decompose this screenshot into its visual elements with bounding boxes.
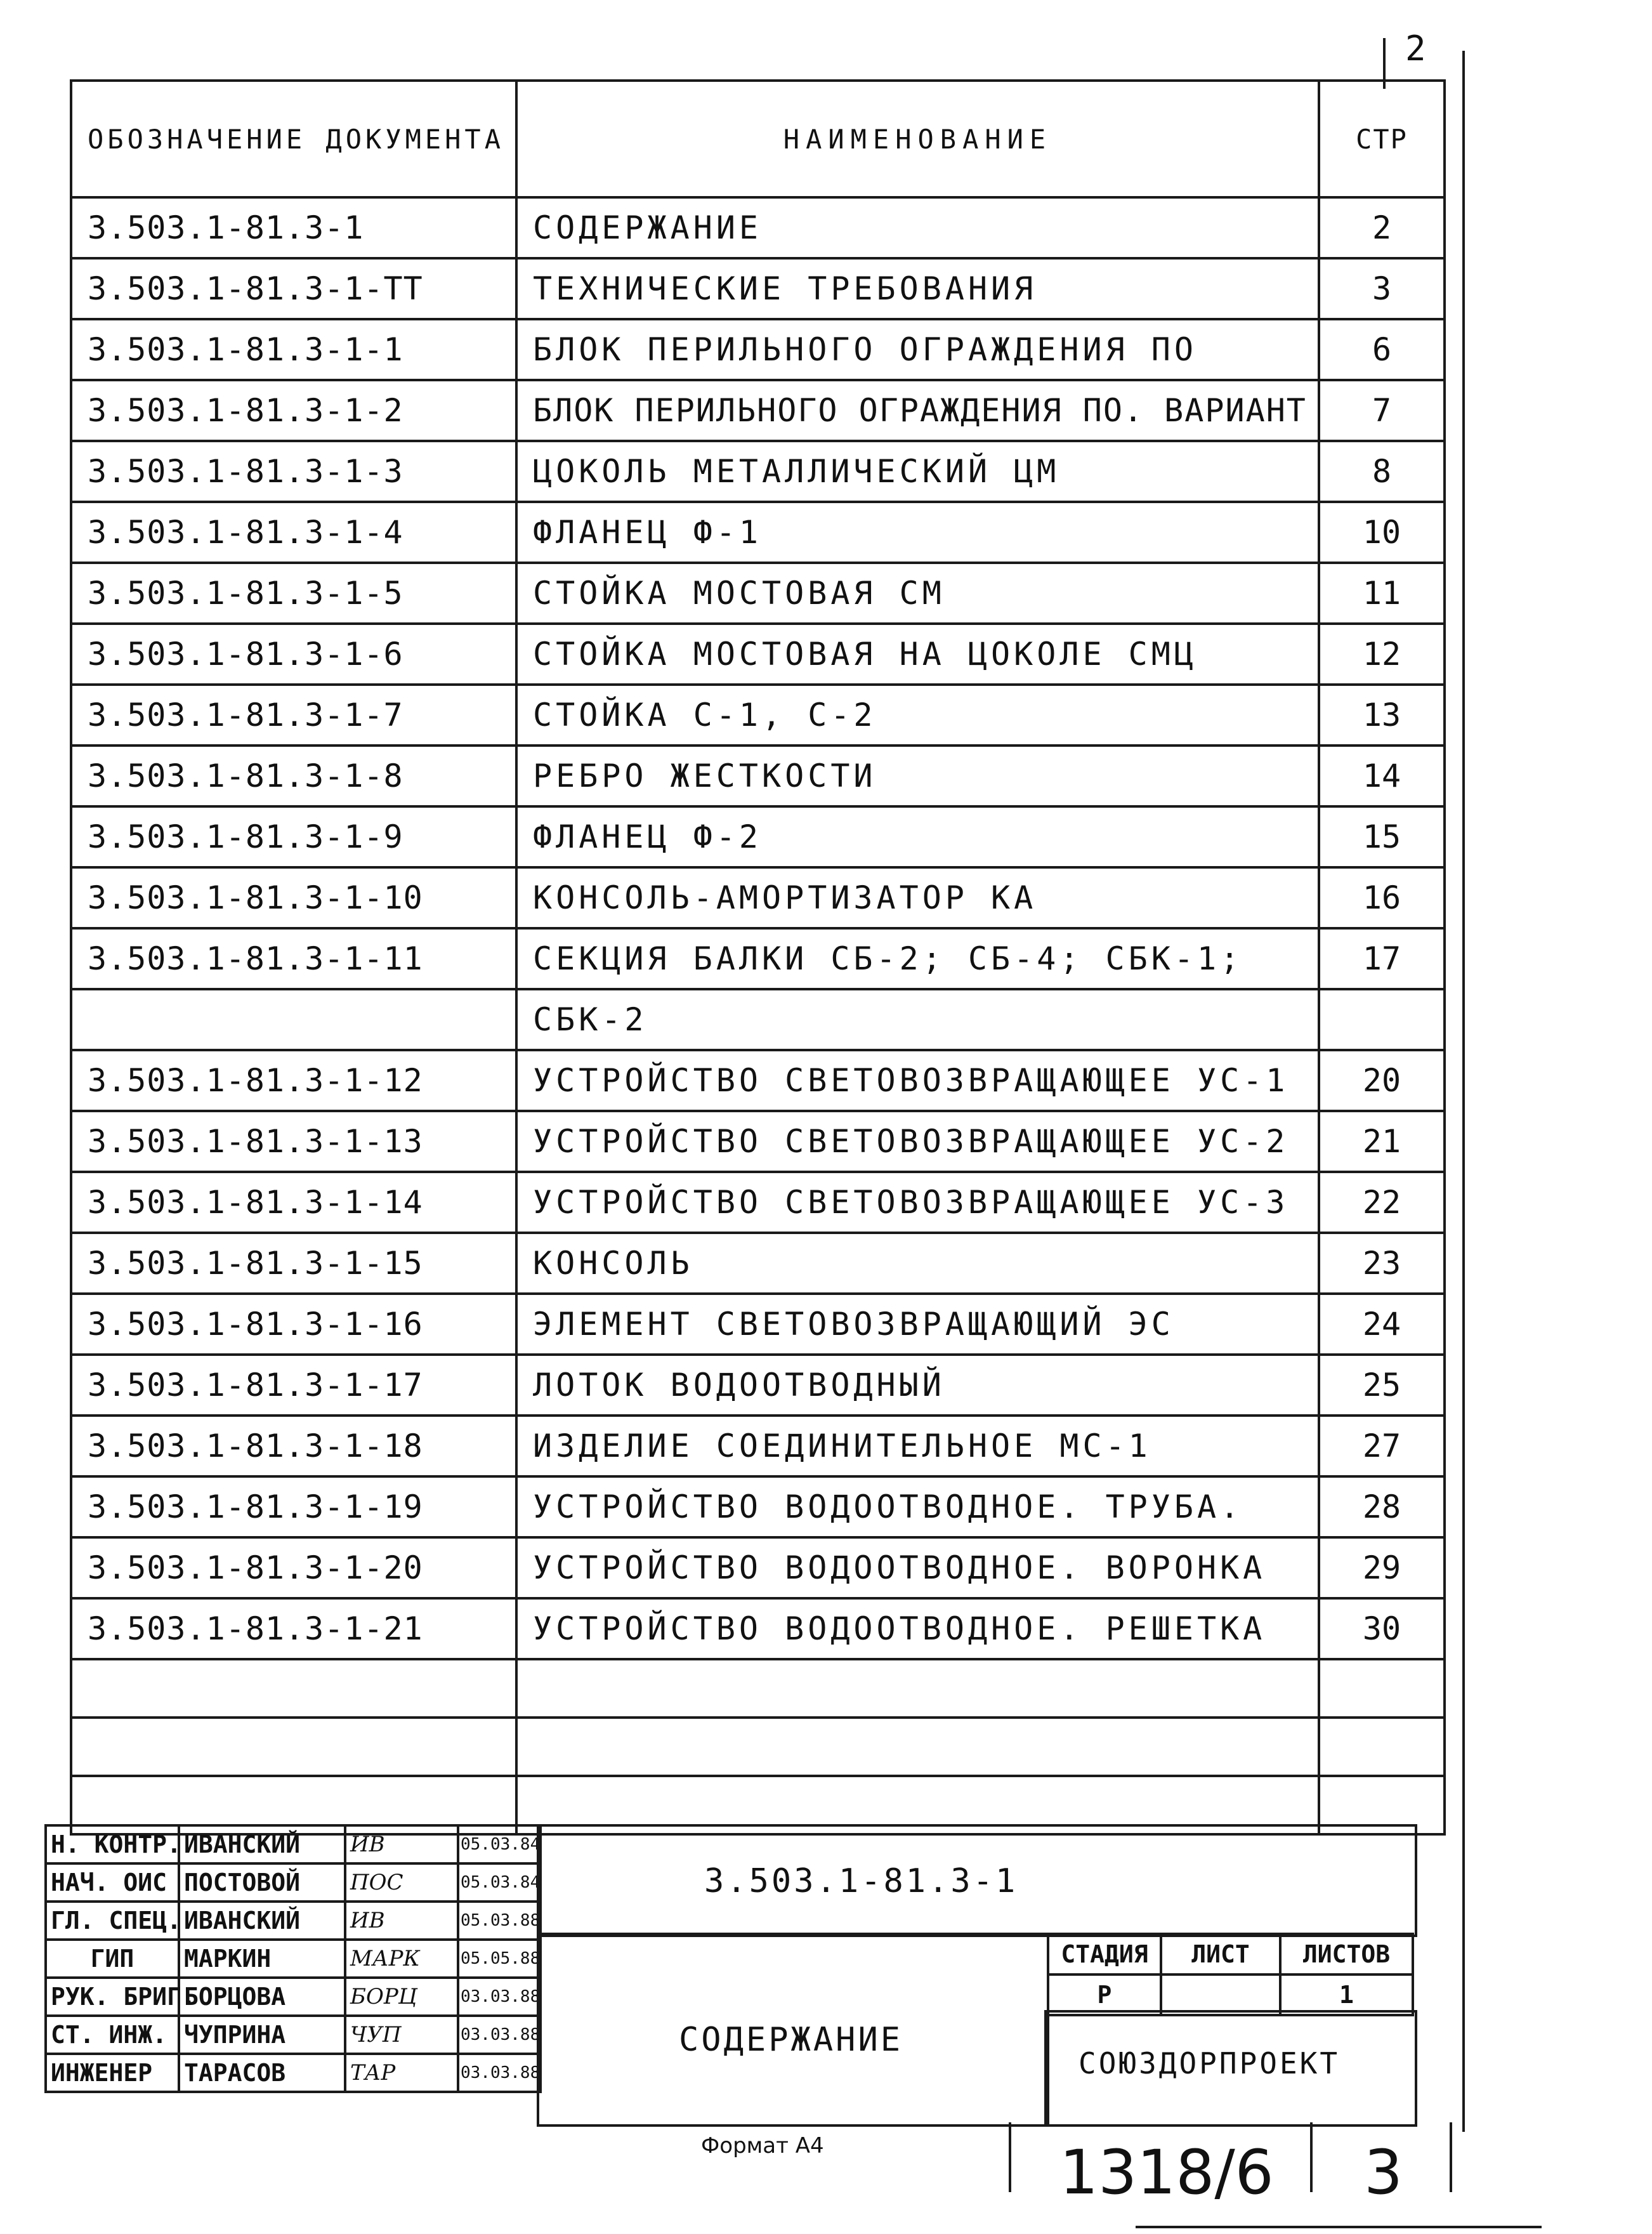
stage-header: СТАДИЯ xyxy=(1048,1934,1161,1974)
role: НАЧ. ОИС xyxy=(46,1863,179,1902)
table-row xyxy=(71,685,1445,746)
sheet-header: ЛИСТ xyxy=(1161,1934,1280,1974)
format-label: Формат А4 xyxy=(701,2133,824,2158)
signature-row xyxy=(46,1825,541,1863)
row-page: 30 xyxy=(1319,1598,1445,1659)
signature-row xyxy=(46,1940,541,1978)
row-name: УСТРОЙСТВО СВЕТОВОЗВРАЩАЮЩЕЕ УС-1 xyxy=(516,1050,1319,1111)
surname: ПОСТОВОЙ xyxy=(179,1863,345,1902)
row-page: 12 xyxy=(1319,624,1445,685)
row-page: 2 xyxy=(1319,197,1445,258)
row-code: 3.503.1-81.3-1-1 xyxy=(71,319,516,380)
empty-row xyxy=(71,1718,1445,1776)
row-name: УСТРОЙСТВО СВЕТОВОЗВРАЩАЮЩЕЕ УС-2 xyxy=(516,1111,1319,1172)
row-page: 29 xyxy=(1319,1537,1445,1598)
row-page: 7 xyxy=(1319,380,1445,441)
role: ГИП xyxy=(46,1940,179,1978)
row-code: 3.503.1-81.3-1-3 xyxy=(71,441,516,502)
date: 05.05.88 xyxy=(458,1940,541,1978)
row-code: 3.503.1-81.3-1-7 xyxy=(71,685,516,746)
role: СТ. ИНЖ. xyxy=(46,2016,179,2054)
table-row xyxy=(71,441,1445,502)
row-code: 3.503.1-81.3-1-19 xyxy=(71,1476,516,1537)
row-name: СБК-2 xyxy=(516,989,1319,1050)
contents-table xyxy=(70,79,1446,1836)
row-page: 13 xyxy=(1319,685,1445,746)
table-row xyxy=(71,989,1445,1050)
date: 05.03.84 xyxy=(458,1825,541,1863)
table-row xyxy=(71,1111,1445,1172)
sheet-title: СОДЕРЖАНИЕ xyxy=(679,2021,903,2059)
row-name: КОНСОЛЬ xyxy=(516,1233,1319,1294)
row-name: ЭЛЕМЕНТ СВЕТОВОЗВРАЩАЮЩИЙ ЭС xyxy=(516,1294,1319,1355)
row-page: 3 xyxy=(1319,258,1445,319)
table-row xyxy=(71,502,1445,563)
row-page: 22 xyxy=(1319,1172,1445,1233)
album-number: 1318/6 xyxy=(1059,2137,1274,2208)
row-code: 3.503.1-81.3-1-13 xyxy=(71,1111,516,1172)
stamp-divider-right xyxy=(1450,2122,1452,2192)
table-row xyxy=(71,1416,1445,1476)
row-name: УСТРОЙСТВО СВЕТОВОЗВРАЩАЮЩЕЕ УС-3 xyxy=(516,1172,1319,1233)
signature-row xyxy=(46,1978,541,2016)
stage-value: Р xyxy=(1048,1974,1161,2015)
surname: МАРКИН xyxy=(179,1940,345,1978)
row-code: 3.503.1-81.3-1-10 xyxy=(71,867,516,928)
date: 05.03.88 xyxy=(458,1902,541,1940)
role: РУК. БРИГ. xyxy=(46,1978,179,2016)
table-row xyxy=(71,258,1445,319)
row-name: УСТРОЙСТВО ВОДООТВОДНОЕ. ВОРОНКА xyxy=(516,1537,1319,1598)
signature: ТАР xyxy=(345,2054,458,2092)
table-row xyxy=(71,1172,1445,1233)
row-page: 20 xyxy=(1319,1050,1445,1111)
table-row xyxy=(71,1476,1445,1537)
signature-row xyxy=(46,2054,541,2092)
table-row xyxy=(71,1537,1445,1598)
table-row xyxy=(71,1598,1445,1659)
date: 03.03.88 xyxy=(458,2054,541,2092)
role: ИНЖЕНЕР xyxy=(46,2054,179,2092)
row-name: ФЛАНЕЦ Ф-2 xyxy=(516,806,1319,867)
surname: ЧУПРИНА xyxy=(179,2016,345,2054)
header-designation: ОБОЗНАЧЕНИЕ ДОКУМЕНТА xyxy=(71,81,516,197)
row-code: 3.503.1-81.3-1-ТТ xyxy=(71,258,516,319)
table-row xyxy=(71,928,1445,989)
role: ГЛ. СПЕЦ. xyxy=(46,1902,179,1940)
header-name: НАИМЕНОВАНИЕ xyxy=(516,81,1319,197)
row-name: СЕКЦИЯ БАЛКИ СБ-2; СБ-4; СБК-1; xyxy=(516,928,1319,989)
sheet-value xyxy=(1161,1974,1280,2015)
document-code: 3.503.1-81.3-1 xyxy=(704,1862,1018,1900)
empty-cell xyxy=(1319,1718,1445,1776)
signature-row xyxy=(46,1902,541,1940)
row-code: 3.503.1-81.3-1-21 xyxy=(71,1598,516,1659)
table-row xyxy=(71,319,1445,380)
row-code: 3.503.1-81.3-1-14 xyxy=(71,1172,516,1233)
role: Н. КОНТР. xyxy=(46,1825,179,1863)
table-row xyxy=(71,1294,1445,1355)
surname: БОРЦОВА xyxy=(179,1978,345,2016)
row-name: ТЕХНИЧЕСКИЕ ТРЕБОВАНИЯ xyxy=(516,258,1319,319)
organization: СОЮЗДОРПРОЕКТ xyxy=(1078,2046,1341,2080)
header-row xyxy=(71,81,1445,197)
row-code: 3.503.1-81.3-1-18 xyxy=(71,1416,516,1476)
row-page: 27 xyxy=(1319,1416,1445,1476)
row-name: СТОЙКА МОСТОВАЯ СМ xyxy=(516,563,1319,624)
row-code: 3.503.1-81.3-1-2 xyxy=(71,380,516,441)
stage-value-row xyxy=(1048,1974,1413,2015)
row-code: 3.503.1-81.3-1-20 xyxy=(71,1537,516,1598)
row-page: 28 xyxy=(1319,1476,1445,1537)
row-page xyxy=(1319,989,1445,1050)
row-code: 3.503.1-81.3-1-17 xyxy=(71,1355,516,1416)
table-row xyxy=(71,197,1445,258)
row-code: 3.503.1-81.3-1-15 xyxy=(71,1233,516,1294)
row-code: 3.503.1-81.3-1-16 xyxy=(71,1294,516,1355)
row-page: 11 xyxy=(1319,563,1445,624)
row-name: БЛОК ПЕРИЛЬНОГО ОГРАЖДЕНИЯ ПО. ВАРИАНТ xyxy=(516,380,1319,441)
row-page: 8 xyxy=(1319,441,1445,502)
date: 05.03.84 xyxy=(458,1863,541,1902)
row-code: 3.503.1-81.3-1-12 xyxy=(71,1050,516,1111)
stamp-page: 3 xyxy=(1364,2137,1403,2208)
stamp-divider-mid xyxy=(1310,2122,1313,2192)
table-row xyxy=(71,1355,1445,1416)
row-code: 3.503.1-81.3-1-4 xyxy=(71,502,516,563)
date: 03.03.88 xyxy=(458,2016,541,2054)
table-row xyxy=(71,1233,1445,1294)
row-name: ФЛАНЕЦ Ф-1 xyxy=(516,502,1319,563)
row-page: 14 xyxy=(1319,746,1445,806)
signature: МАРК xyxy=(345,1940,458,1978)
table-row xyxy=(71,806,1445,867)
signature-row xyxy=(46,1863,541,1902)
surname: ТАРАСОВ xyxy=(179,2054,345,2092)
row-code: 3.503.1-81.3-1-9 xyxy=(71,806,516,867)
empty-row xyxy=(71,1659,1445,1718)
surname: ИВАНСКИЙ xyxy=(179,1902,345,1940)
row-page: 17 xyxy=(1319,928,1445,989)
row-code: 3.503.1-81.3-1 xyxy=(71,197,516,258)
table-row xyxy=(71,746,1445,806)
signature: БОРЦ xyxy=(345,1978,458,2016)
table-row xyxy=(71,867,1445,928)
header-page: СТР xyxy=(1319,81,1445,197)
sheets-header: ЛИСТОВ xyxy=(1280,1934,1413,1974)
table-row xyxy=(71,624,1445,685)
row-name: СОДЕРЖАНИЕ xyxy=(516,197,1319,258)
row-page: 24 xyxy=(1319,1294,1445,1355)
signatures-table xyxy=(44,1824,542,2093)
row-page: 16 xyxy=(1319,867,1445,928)
stamp-underline xyxy=(1136,2226,1542,2228)
surname: ИВАНСКИЙ xyxy=(179,1825,345,1863)
row-name: УСТРОЙСТВО ВОДООТВОДНОЕ. РЕШЕТКА xyxy=(516,1598,1319,1659)
stage-table xyxy=(1047,1933,1414,2016)
signature: ЧУП xyxy=(345,2016,458,2054)
signature: ИВ xyxy=(345,1825,458,1863)
row-name: ЛОТОК ВОДООТВОДНЫЙ xyxy=(516,1355,1319,1416)
row-code xyxy=(71,989,516,1050)
signature: ИВ xyxy=(345,1902,458,1940)
row-name: БЛОК ПЕРИЛЬНОГО ОГРАЖДЕНИЯ ПО xyxy=(516,319,1319,380)
date: 03.03.88 xyxy=(458,1978,541,2016)
empty-cell xyxy=(71,1659,516,1718)
row-code: 3.503.1-81.3-1-6 xyxy=(71,624,516,685)
table-row xyxy=(71,563,1445,624)
row-name: КОНСОЛЬ-АМОРТИЗАТОР КА xyxy=(516,867,1319,928)
table-row xyxy=(71,380,1445,441)
row-page: 15 xyxy=(1319,806,1445,867)
stage-header-row xyxy=(1048,1934,1413,1974)
row-name: СТОЙКА МОСТОВАЯ НА ЦОКОЛЕ СМЦ xyxy=(516,624,1319,685)
empty-cell xyxy=(71,1718,516,1776)
top-right-border xyxy=(1462,51,1465,2132)
row-page: 6 xyxy=(1319,319,1445,380)
signature-row xyxy=(46,2016,541,2054)
row-page: 10 xyxy=(1319,502,1445,563)
row-page: 23 xyxy=(1319,1233,1445,1294)
row-name: УСТРОЙСТВО ВОДООТВОДНОЕ. ТРУБА. xyxy=(516,1476,1319,1537)
table-row xyxy=(71,1050,1445,1111)
empty-cell xyxy=(1319,1659,1445,1718)
row-page: 21 xyxy=(1319,1111,1445,1172)
row-name: ЦОКОЛЬ МЕТАЛЛИЧЕСКИЙ ЦМ xyxy=(516,441,1319,502)
empty-cell xyxy=(516,1718,1319,1776)
row-code: 3.503.1-81.3-1-8 xyxy=(71,746,516,806)
row-name: РЕБРО ЖЕСТКОСТИ xyxy=(516,746,1319,806)
empty-cell xyxy=(516,1659,1319,1718)
signature: ПОС xyxy=(345,1863,458,1902)
row-code: 3.503.1-81.3-1-11 xyxy=(71,928,516,989)
row-code: 3.503.1-81.3-1-5 xyxy=(71,563,516,624)
row-page: 25 xyxy=(1319,1355,1445,1416)
row-name: СТОЙКА С-1, С-2 xyxy=(516,685,1319,746)
top-sheet-number: 2 xyxy=(1405,29,1427,69)
stamp-divider-left xyxy=(1009,2122,1011,2192)
row-name: ИЗДЕЛИЕ СОЕДИНИТЕЛЬНОЕ МС-1 xyxy=(516,1416,1319,1476)
sheets-value: 1 xyxy=(1280,1974,1413,2015)
